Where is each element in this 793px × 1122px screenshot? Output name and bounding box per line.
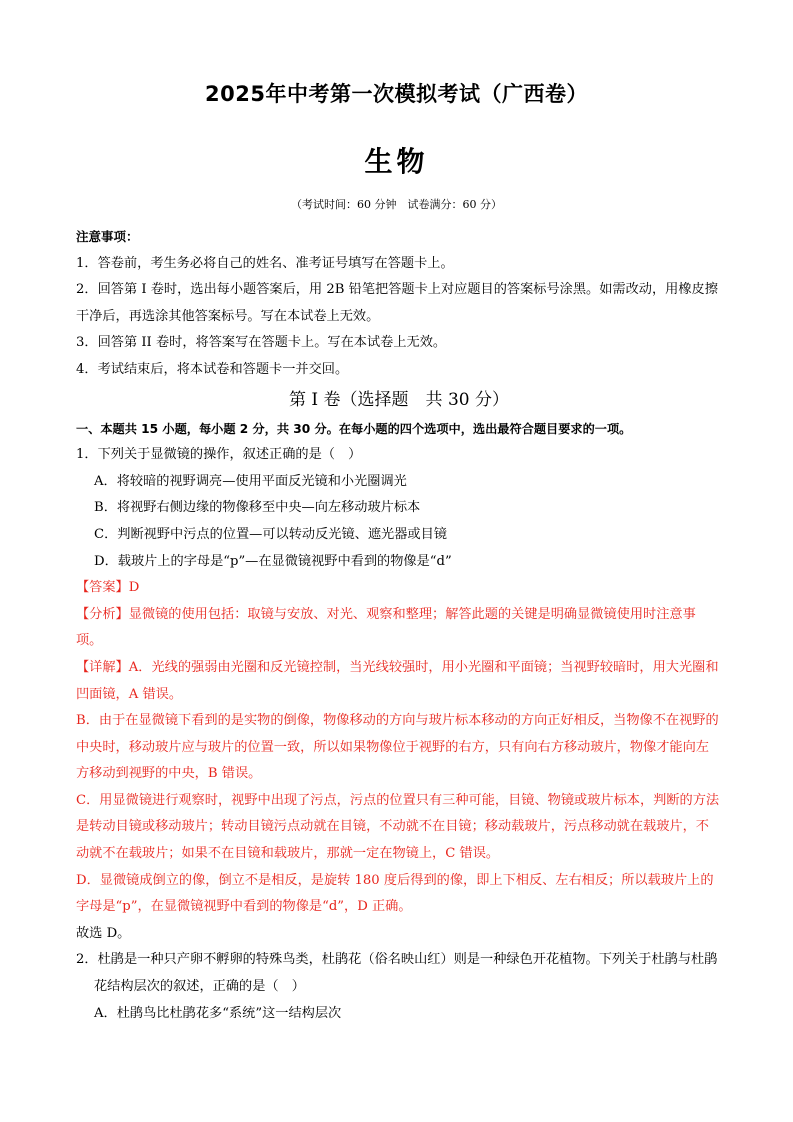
notice-item-3: 3．回答第 II 卷时，将答案写在答题卡上。写在本试卷上无效。	[76, 335, 447, 351]
question-1-option-b: B．将视野右侧边缘的物像移至中央—向左移动玻片标本	[94, 500, 421, 516]
question-1-option-d: D．载玻片上的字母是“p”—在显微镜视野中看到的物像是“d”	[94, 553, 452, 569]
question-1-detail-b: B．由于在显微镜下看到的是实物的倒像，物像移动的方向与玻片标本移动的方向正好相反，当物像不在视野的中央时，移动玻片应与玻片的位置一致，所以如果物像位于视野的右方，只有向右方移动玻片，物像才能向左方移动到视野的中央，B 错误。	[76, 713, 719, 782]
question-1-option-c: C．判断视野中污点的位置—可以转动反光镜、遮光器或目镜	[94, 526, 447, 542]
exam-title: 2025年中考第一次模拟考试（广西卷）	[205, 82, 588, 106]
question-1-detail-d: D．显微镜成倒立的像，倒立不是相反，是旋转 180 度后得到的像，即上下相反、左右相反；所以载玻片上的字母是“p”，在显微镜视野中看到的物像是“d”，D 正确。	[76, 872, 714, 915]
question-1-detail-a: 【详解】A．光线的强弱由光圈和反光镜控制，当光线较强时，用小光圈和平面镜；当视野较暗时，用大光圈和凹面镜，A 错误。	[76, 659, 719, 702]
notice-item-4: 4．考试结束后，将本试卷和答题卡一并交回。	[76, 361, 349, 377]
question-2-option-a: A．杜鹃鸟比杜鹃花多“系统”这一结构层次	[94, 1005, 342, 1021]
question-1-option-a: A．将较暗的视野调亮—使用平面反光镜和小光圈调光	[94, 473, 407, 489]
document-body	[76, 224, 722, 1027]
notice-item-2: 2．回答第 I 卷时，选出每小题答案后，用 2B 铅笔把答题卡上对应题目的答案标号涂黑。如需改动，用橡皮擦干净后，再选涂其他答案标号。写在本试卷上无效。	[76, 282, 718, 324]
question-1-conclusion: 故选 D。	[76, 925, 131, 941]
question-1-answer: 【答案】D	[76, 580, 140, 596]
notice-heading: 注意事项：	[76, 229, 139, 244]
section-title: 第 I 卷（选择题 共 30 分）	[289, 389, 509, 410]
question-1-analysis: 【分析】显微镜的使用包括：取镜与安放、对光、观察和整理；解答此题的关键是明确显微镜使用时注意事项。	[76, 606, 696, 649]
question-2-stem: 2．杜鹃是一种只产卵不孵卵的特殊鸟类，杜鹃花（俗名映山红）则是一种绿色开花植物。下列关于杜鹃与杜鹃花结构层次的叙述，正确的是（ ）	[76, 952, 718, 995]
section-intro: 一、本题共 15 小题，每小题 2 分，共 30 分。在每小题的四个选项中，选出最符合题目要求的一项。	[76, 421, 632, 436]
notice-item-1: 1．答卷前，考生务必将自己的姓名、准考证号填写在答题卡上。	[76, 255, 454, 271]
subject-title: 生物	[364, 145, 429, 178]
question-1-detail-c: C．用显微镜进行观察时，视野中出现了污点，污点的位置只有三种可能，目镜、物镜或玻片标本，判断的方法是转动目镜或移动玻片；转动目镜污点动就在目镜，不动就不在目镜；移动载玻片，污点移动就在载玻片，不动就不在载玻片；如果不在目镜和载玻片，那就一定在物镜上，C 错误。	[76, 792, 720, 862]
question-1-stem: 1．下列关于显微镜的操作，叙述正确的是（ ）	[76, 447, 362, 463]
exam-time-info: （考试时间：60 分钟 试卷满分：60 分）	[291, 198, 502, 211]
